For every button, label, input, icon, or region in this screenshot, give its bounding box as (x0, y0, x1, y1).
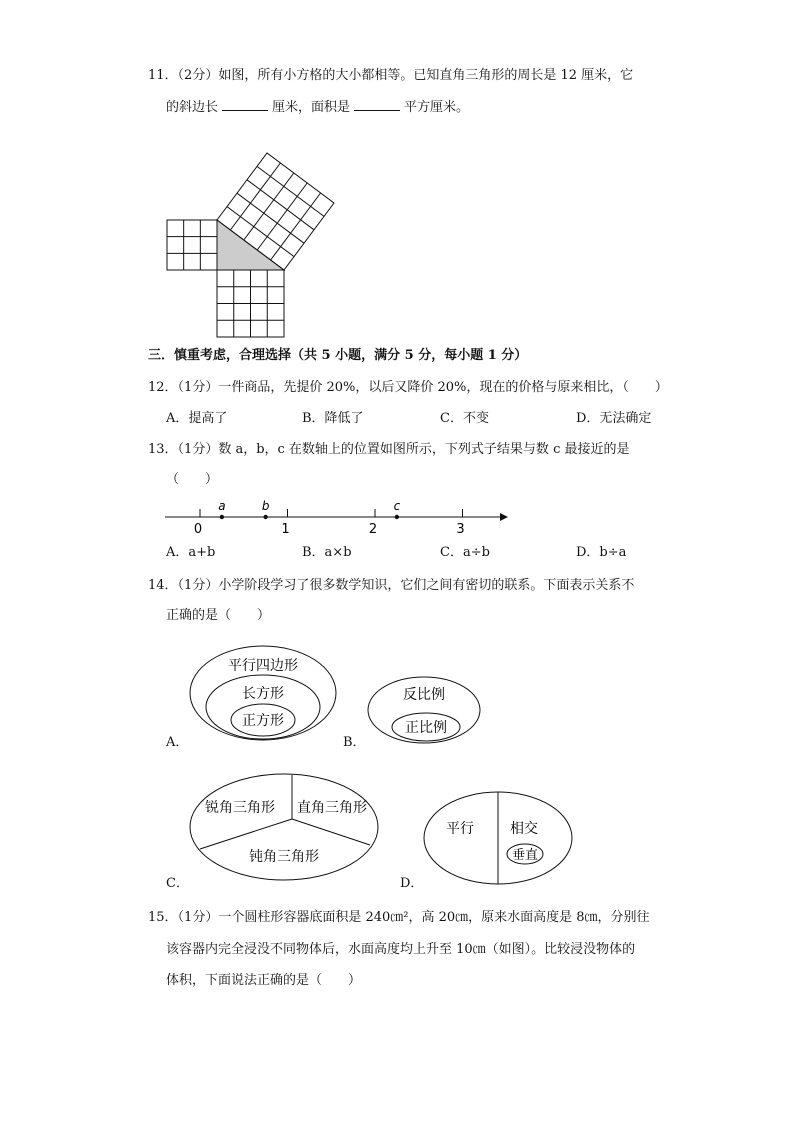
section-3-heading: 三．慎重考虑，合理选择（共 5 小题，满分 5 分，每小题 1 分） (148, 348, 528, 363)
q12-option-d[interactable]: D．无法确定 (576, 411, 652, 426)
point-c (395, 515, 399, 519)
q14-stem-line2: 正确的是（ ） (166, 608, 271, 623)
q11-text-unit: 平方厘米。 (404, 100, 470, 115)
label-perpendicular: 垂直 (511, 848, 539, 863)
q13-option-c[interactable]: C．a÷b (440, 545, 490, 560)
label-inverse-proportion: 反比例 (403, 687, 445, 703)
label-obtuse-triangle: 钝角三角形 (249, 849, 319, 865)
tick-label-1: 1 (281, 522, 290, 537)
label-rectangle: 长方形 (242, 686, 284, 702)
q15-line2: 该容器内完全浸没不同物体后，水面高度均上升至 10㎝（如图）。比较浸没物体的 (166, 942, 636, 957)
q15-line1: 15．（1分）一个圆柱形容器底面积是 240㎝²，高 20㎝，原来水面高度是 8㎝，分别往 (148, 910, 650, 925)
diagram-d[interactable] (422, 790, 576, 888)
diagram-c[interactable] (188, 771, 382, 883)
label-acute-triangle: 锐角三角形 (205, 800, 275, 816)
q13-stem: 13．（1分）数 a，b，c 在数轴上的位置如图所示，下列式子结果与数 c 最接近的是 (148, 442, 630, 457)
arrow-icon (500, 513, 508, 521)
q14-option-a-label[interactable]: A． (166, 735, 189, 750)
q12-stem: 12．（1分）一件商品，先提价 20%，以后又降价 20%，现在的价格与原来相比，（ ） (148, 380, 668, 395)
point-b (263, 515, 267, 519)
pythagoras-figure (160, 150, 340, 342)
q12-option-c[interactable]: C．不变 (440, 411, 489, 426)
q14-option-c-label[interactable]: C． (166, 876, 189, 891)
q11-line1: 11．（2分）如图，所有小方格的大小都相等。已知直角三角形的周长是 12 厘米，它 (148, 68, 634, 83)
point-label-b: b (261, 499, 270, 513)
q11-text-area: 厘米，面积是 (272, 100, 351, 115)
tick-label-3: 3 (456, 522, 465, 537)
q11-text-hypotenuse: 的斜边长 (166, 100, 219, 115)
label-parallelogram: 平行四边形 (228, 658, 298, 674)
label-right-triangle: 直角三角形 (297, 800, 367, 816)
point-a (220, 515, 224, 519)
q13-option-a[interactable]: A．a+b (166, 545, 216, 560)
q15-line3: 体积，下面说法正确的是（ ） (166, 973, 362, 988)
point-label-a: a (218, 499, 226, 513)
q11-line2 (166, 98, 469, 118)
q14-option-d-label[interactable]: D． (400, 876, 424, 891)
diagram-a[interactable] (188, 643, 340, 745)
label-intersect: 相交 (510, 821, 538, 837)
ellipse-middle (206, 675, 320, 739)
tick-label-0: 0 (193, 522, 203, 537)
q12-option-b[interactable]: B．降低了 (302, 411, 364, 426)
label-direct-proportion: 正比例 (405, 720, 447, 736)
answer-blank-hypotenuse[interactable] (222, 98, 268, 111)
label-square: 正方形 (242, 713, 284, 729)
diagram-b[interactable] (366, 674, 482, 746)
square-left (167, 220, 217, 270)
q13-option-d[interactable]: D．b÷a (576, 545, 627, 560)
point-label-c: c (393, 499, 401, 513)
q13-paren: （ ） (166, 472, 219, 487)
label-parallel: 平行 (446, 821, 474, 837)
q14-stem-line1: 14．（1分）小学阶段学习了很多数学知识，它们之间有密切的联系。下面表示关系不 (148, 578, 635, 593)
answer-blank-area[interactable] (354, 98, 400, 111)
q14-option-b-label[interactable]: B． (343, 735, 366, 750)
q13-option-b[interactable]: B．a×b (302, 545, 352, 560)
number-line (160, 494, 510, 538)
q12-option-a[interactable]: A．提高了 (166, 411, 228, 426)
tick-label-2: 2 (368, 522, 378, 537)
